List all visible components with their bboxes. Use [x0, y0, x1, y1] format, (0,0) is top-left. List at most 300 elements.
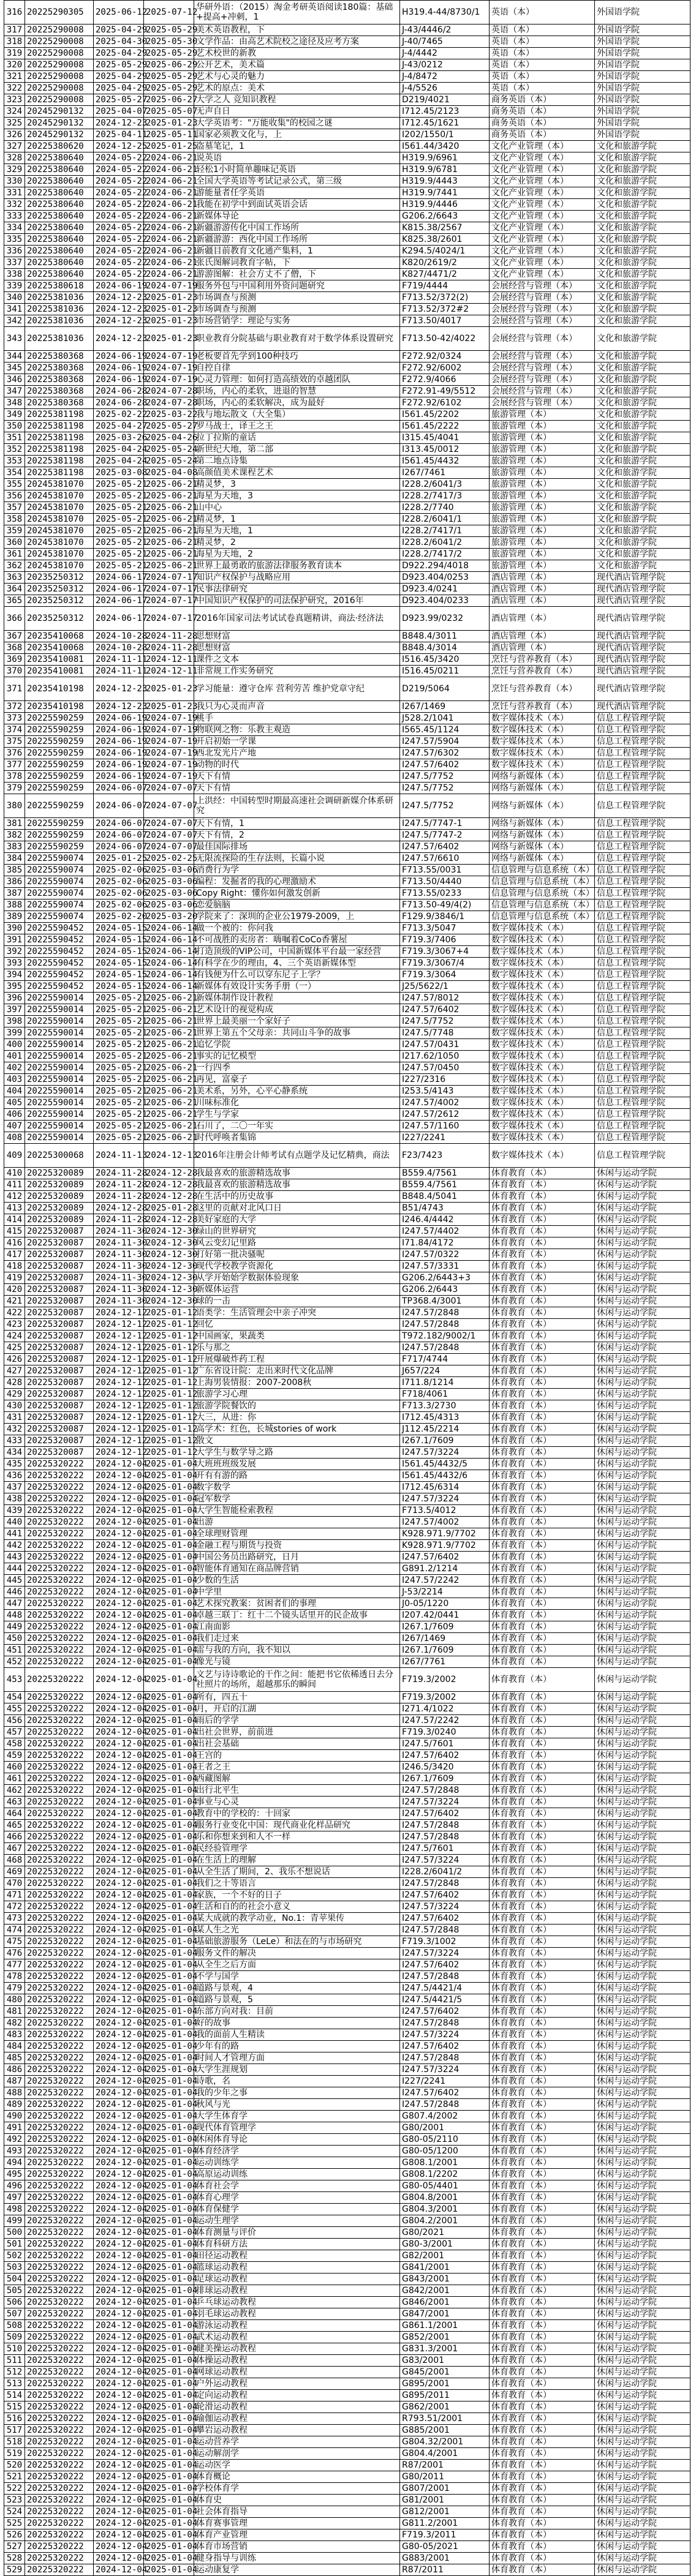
reader-id: 20225320222	[25, 2471, 94, 2483]
call-number: I711.8/1214	[400, 1377, 490, 1389]
due-date: 2025-01-04	[144, 2541, 194, 2553]
student-category: 商务英语（本）	[490, 106, 595, 118]
student-category: 体育教育（本）	[490, 1831, 595, 1843]
due-date: 2025-01-04	[144, 1563, 194, 1575]
reader-id: 20225320222	[25, 2332, 94, 2343]
due-date: 2025-05-11	[144, 129, 194, 141]
row-number: 498	[4, 2204, 25, 2215]
due-date: 2025-01-04	[144, 2064, 194, 2076]
book-title: 艺术的原点：美术	[194, 83, 400, 94]
borrow-date: 2024-12-12	[94, 1424, 144, 1435]
reader-id: 20225380618	[25, 280, 94, 292]
table-row	[4, 1237, 690, 1249]
reader-id: 20225380640	[25, 246, 94, 257]
table-row	[4, 1284, 690, 1296]
college-name: 文化和旅游学院	[595, 211, 690, 222]
student-category: 体育教育（本）	[490, 2401, 595, 2413]
student-category: 数字媒体技术（本）	[490, 1016, 595, 1027]
due-date: 2025-01-04	[144, 2483, 194, 2495]
student-category: 体育教育（本）	[490, 1948, 595, 1959]
table-row	[4, 211, 690, 222]
due-date: 2024-12-30	[144, 1249, 194, 1261]
college-name: 休闲与运动学院	[595, 2332, 690, 2343]
borrow-date: 2024-12-04	[94, 1913, 144, 1924]
row-number: 413	[4, 1203, 25, 1214]
due-date: 2024-06-21	[144, 211, 194, 222]
college-name: 休闲与运动学院	[595, 1377, 690, 1389]
table-row	[4, 1843, 690, 1855]
reader-id: 20225320222	[25, 2413, 94, 2425]
call-number: G206.2/6643	[400, 211, 490, 222]
table-row	[4, 2553, 690, 2564]
call-number: G807.4/2002	[400, 2111, 490, 2122]
book-title: 语类学：生活管理会中亲子冲突	[194, 1307, 400, 1319]
row-number: 468	[4, 1855, 25, 1866]
book-title: 中国公务员出路研究，日月	[194, 1552, 400, 1563]
reader-id: 20225320087	[25, 1342, 94, 1354]
book-title: 体育市场营销	[194, 2541, 400, 2553]
college-name: 文化和旅游学院	[595, 269, 690, 280]
due-date: 2024-07-28	[144, 397, 194, 409]
book-title: 道路与景观，5	[194, 1994, 400, 2006]
reader-id: 20225320089	[25, 1179, 94, 1191]
call-number: K825.38/2601	[400, 234, 490, 246]
student-category: 商务英语（本）	[490, 94, 595, 106]
reader-id: 20225320222	[25, 1994, 94, 2006]
borrow-date: 2025-05-21	[94, 1039, 144, 1051]
student-category: 体育教育（本）	[490, 1528, 595, 1540]
row-number: 376	[4, 748, 25, 759]
borrow-date: 2024-12-04	[94, 1890, 144, 1901]
row-number: 465	[4, 1820, 25, 1831]
student-category: 英语（本）	[490, 24, 595, 36]
student-category: 体育教育（本）	[490, 2413, 595, 2425]
reader-id: 20225590452	[25, 969, 94, 981]
due-date: 2025-06-21	[144, 1086, 194, 1097]
book-title: 王者之王	[194, 1762, 400, 1773]
table-row	[4, 748, 690, 759]
book-title: 运动医学	[194, 2460, 400, 2471]
reader-id: 20225590452	[25, 958, 94, 969]
table-row	[4, 1470, 690, 1482]
due-date: 2025-01-04	[144, 2134, 194, 2146]
due-date: 2025-01-04	[144, 2227, 194, 2239]
due-date: 2025-01-12	[144, 1412, 194, 1424]
due-date: 2025-03-06	[144, 865, 194, 876]
reader-id: 20225590014	[25, 1097, 94, 1109]
due-date: 2025-01-12	[144, 1400, 194, 1412]
row-number: 506	[4, 2297, 25, 2308]
table-row	[4, 421, 690, 432]
borrow-date: 2024-12-04	[94, 2564, 144, 2576]
college-name: 文化和旅游学院	[595, 409, 690, 421]
borrow-date: 2024-12-04	[94, 2541, 144, 2553]
due-date: 2025-01-04	[144, 1843, 194, 1855]
college-name: 休闲与运动学院	[595, 2157, 690, 2169]
row-number: 402	[4, 1062, 25, 1074]
row-number: 322	[4, 83, 25, 94]
due-date: 2024-12-13	[144, 1144, 194, 1168]
borrow-date: 2024-06-19	[94, 759, 144, 771]
book-title: 在生活中的历史故事	[194, 1191, 400, 1203]
table-row	[4, 525, 690, 537]
student-category: 数字媒体技术（本）	[490, 1121, 595, 1132]
table-row	[4, 234, 690, 246]
borrow-date: 2025-05-21	[94, 1016, 144, 1027]
student-category: 体育教育（本）	[490, 2029, 595, 2041]
borrow-date: 2025-05-21	[94, 1074, 144, 1086]
row-number: 459	[4, 1750, 25, 1762]
row-number: 489	[4, 2099, 25, 2111]
due-date: 2025-01-04	[144, 1866, 194, 1878]
borrow-date: 2024-05-15	[94, 923, 144, 934]
book-title: 中国画家，果蔬类	[194, 1331, 400, 1342]
borrow-date: 2024-12-04	[94, 2006, 144, 2018]
reader-id: 20225320222	[25, 1773, 94, 1785]
college-name: 外国语学院	[595, 48, 690, 59]
call-number: K294.5/4024/1	[400, 246, 490, 257]
student-category: 体育教育（本）	[490, 1296, 595, 1307]
college-name: 休闲与运动学院	[595, 2029, 690, 2041]
due-date: 2025-01-23	[144, 315, 194, 327]
student-category: 数字媒体技术（本）	[490, 1051, 595, 1062]
college-name: 休闲与运动学院	[595, 1179, 690, 1191]
row-number: 449	[4, 1621, 25, 1633]
call-number: J528.2/1041	[400, 713, 490, 724]
row-number: 325	[4, 118, 25, 129]
borrow-date: 2024-12-12	[94, 1354, 144, 1365]
row-number: 398	[4, 1016, 25, 1027]
college-name: 休闲与运动学院	[595, 1692, 690, 1703]
table-row	[4, 1412, 690, 1424]
table-row	[4, 724, 690, 736]
reader-id: 20225381198	[25, 432, 94, 444]
call-number: I228.2/6041/1	[400, 514, 490, 525]
due-date: 2025-06-21	[144, 1051, 194, 1062]
due-date: 2025-05-29	[144, 48, 194, 59]
reader-id: 20225380640	[25, 176, 94, 187]
reader-id: 20225380640	[25, 269, 94, 280]
reader-id: 20225320087	[25, 1389, 94, 1400]
due-date: 2024-06-21	[144, 269, 194, 280]
borrow-date: 2024-12-04	[94, 1645, 144, 1656]
reader-id: 20245381070	[25, 537, 94, 549]
college-name: 休闲与运动学院	[595, 2436, 690, 2448]
college-name: 文化和旅游学院	[595, 234, 690, 246]
reader-id: 20225290008	[25, 83, 94, 94]
book-title: 我只为心灵而声音	[194, 701, 400, 713]
borrow-date: 2024-12-04	[94, 2529, 144, 2541]
student-category: 体育教育（本）	[490, 2553, 595, 2564]
call-number: R87/2011	[400, 2564, 490, 2576]
student-category: 体育教育（本）	[490, 1342, 595, 1354]
row-number: 430	[4, 1400, 25, 1412]
book-title: 海星为天地，1	[194, 525, 400, 537]
due-date: 2024-12-30	[144, 1261, 194, 1272]
student-category: 体育教育（本）	[490, 2180, 595, 2192]
call-number: I313.45/0012	[400, 444, 490, 456]
reader-id: 20225590014	[25, 1027, 94, 1039]
student-category: 数字媒体技术（本）	[490, 713, 595, 724]
due-date: 2024-06-14	[144, 923, 194, 934]
reader-id: 20225320222	[25, 1656, 94, 1668]
student-category: 体育教育（本）	[490, 1715, 595, 1727]
reader-id: 20235250312	[25, 595, 94, 607]
call-number: I247.57/2848	[400, 1820, 490, 1831]
student-category: 体育教育（本）	[490, 1400, 595, 1412]
borrow-date: 2024-12-04	[94, 1901, 144, 1913]
college-name: 休闲与运动学院	[595, 1237, 690, 1249]
due-date: 2025-01-04	[144, 2274, 194, 2285]
call-number: I247.57/2242	[400, 1575, 490, 1587]
row-number: 362	[4, 560, 25, 572]
call-number: I247.57/3224	[400, 1493, 490, 1505]
book-title: 公开艺术，美术篇	[194, 59, 400, 71]
call-number: G846/2001	[400, 2297, 490, 2308]
call-number: F23/7423	[400, 1144, 490, 1168]
row-number: 437	[4, 1482, 25, 1493]
student-category: 体育教育（本）	[490, 1668, 595, 1692]
student-category: 体育教育（本）	[490, 1621, 595, 1633]
table-row	[4, 1016, 690, 1027]
call-number: G804.2/2001	[400, 2215, 490, 2227]
call-number: G804.32/2001	[400, 2436, 490, 2448]
book-title: 有科学在少的理由，4、三个英语新媒体型	[194, 958, 400, 969]
call-number: G80-05/2110	[400, 2134, 490, 2146]
student-category: 体育教育（本）	[490, 1331, 595, 1342]
college-name: 休闲与运动学院	[595, 1855, 690, 1866]
reader-id: 20225320222	[25, 1901, 94, 1913]
college-name: 休闲与运动学院	[595, 1820, 690, 1831]
table-row	[4, 1307, 690, 1319]
row-number: 383	[4, 841, 25, 853]
college-name: 信息工程管理学院	[595, 1027, 690, 1039]
call-number: G807/2001	[400, 2483, 490, 2495]
call-number: I228.2/6041/3	[400, 479, 490, 490]
college-name: 休闲与运动学院	[595, 1540, 690, 1552]
college-name: 休闲与运动学院	[595, 1983, 690, 1994]
reader-id: 20225320222	[25, 2495, 94, 2506]
college-name: 休闲与运动学院	[595, 1738, 690, 1750]
college-name: 休闲与运动学院	[595, 1913, 690, 1924]
call-number: I267.1/7609	[400, 1773, 490, 1785]
call-number: I247.57/3224	[400, 1948, 490, 1959]
college-name: 休闲与运动学院	[595, 1575, 690, 1587]
due-date: 2025-06-21	[144, 1004, 194, 1016]
row-number: 339	[4, 280, 25, 292]
reader-id: 20225320222	[25, 2541, 94, 2553]
table-row	[4, 48, 690, 59]
borrow-date: 2025-05-21	[94, 490, 144, 502]
student-category: 体育教育（本）	[490, 2460, 595, 2471]
row-number: 388	[4, 899, 25, 911]
table-row	[4, 2285, 690, 2297]
table-row	[4, 36, 690, 48]
borrow-date: 2024-12-12	[94, 1400, 144, 1412]
due-date: 2025-01-04	[144, 1831, 194, 1843]
reader-id: 20225320222	[25, 1598, 94, 1610]
table-row	[4, 911, 690, 923]
row-number: 512	[4, 2367, 25, 2378]
book-title: 有钱便为什么可以穿东尼子上学？	[194, 969, 400, 981]
college-name: 外国语学院	[595, 106, 690, 118]
due-date: 2025-06-21	[144, 1039, 194, 1051]
call-number: I247.57/8012	[400, 993, 490, 1004]
row-number: 496	[4, 2180, 25, 2192]
reader-id: 20225320222	[25, 2029, 94, 2041]
student-category: 体育教育（本）	[490, 1179, 595, 1191]
row-number: 371	[4, 677, 25, 701]
table-row	[4, 2041, 690, 2052]
table-row	[4, 1773, 690, 1785]
due-date: 2025-06-21	[144, 514, 194, 525]
due-date: 2025-01-04	[144, 2553, 194, 2564]
reader-id: 20245290132	[25, 106, 94, 118]
borrow-date: 2024-12-04	[94, 1633, 144, 1645]
book-title: 新疆目前教育文化通产集料，1	[194, 246, 400, 257]
call-number: I247.57/3224	[400, 1447, 490, 1459]
reader-id: 20225320222	[25, 2006, 94, 2018]
table-row	[4, 1948, 690, 1959]
row-number: 394	[4, 969, 25, 981]
call-number: D923.404/0233	[400, 595, 490, 607]
book-title: 瑜伽运动教程	[194, 2413, 400, 2425]
reader-id: 20225320222	[25, 1924, 94, 1936]
college-name: 信息工程管理学院	[595, 794, 690, 818]
call-number: K928.971.9/7702	[400, 1528, 490, 1540]
table-row	[4, 654, 690, 666]
reader-id: 20225380368	[25, 374, 94, 386]
student-category: 体育教育（本）	[490, 2262, 595, 2274]
college-name: 休闲与运动学院	[595, 1994, 690, 2006]
borrow-date: 2025-02-06	[94, 899, 144, 911]
college-name: 休闲与运动学院	[595, 1412, 690, 1424]
table-row	[4, 141, 690, 152]
borrow-date: 2024-12-04	[94, 1470, 144, 1482]
table-row	[4, 2436, 690, 2448]
reader-id: 20225381198	[25, 456, 94, 467]
college-name: 文化和旅游学院	[595, 292, 690, 304]
row-number: 494	[4, 2157, 25, 2169]
borrow-date: 2024-12-04	[94, 2157, 144, 2169]
call-number: F713.3/2730	[400, 1400, 490, 1412]
row-number: 467	[4, 1843, 25, 1855]
due-date: 2025-01-04	[144, 1598, 194, 1610]
due-date: 2024-07-19	[144, 736, 194, 748]
row-number: 358	[4, 514, 25, 525]
call-number: K820/2619/2	[400, 257, 490, 269]
college-name: 休闲与运动学院	[595, 2180, 690, 2192]
borrow-date: 2024-12-04	[94, 1820, 144, 1831]
borrow-date: 2024-12-04	[94, 2099, 144, 2111]
borrow-date: 2024-05-15	[94, 981, 144, 993]
due-date: 2025-01-04	[144, 1703, 194, 1715]
table-row	[4, 2483, 690, 2495]
table-row	[4, 246, 690, 257]
row-number: 522	[4, 2483, 25, 2495]
row-number: 327	[4, 141, 25, 152]
table-row	[4, 1738, 690, 1750]
student-category: 商务英语（本）	[490, 118, 595, 129]
due-date: 2025-01-04	[144, 1878, 194, 1890]
student-category: 体育教育（本）	[490, 2018, 595, 2029]
row-number: 455	[4, 1703, 25, 1715]
student-category: 会展经营与管理（本）	[490, 362, 595, 374]
college-name: 信息工程管理学院	[595, 841, 690, 853]
call-number: I246.4/4442	[400, 1214, 490, 1226]
table-row	[4, 152, 690, 164]
college-name: 文化和旅游学院	[595, 176, 690, 187]
college-name: 外国语学院	[595, 71, 690, 83]
call-number: T972.182/9002/1	[400, 1331, 490, 1342]
row-number: 511	[4, 2355, 25, 2367]
row-number: 381	[4, 818, 25, 830]
reader-id: 20225381036	[25, 304, 94, 315]
row-number: 528	[4, 2553, 25, 2564]
borrow-date: 2024-12-04	[94, 1959, 144, 1971]
reader-id: 20225320089	[25, 1191, 94, 1203]
row-number: 423	[4, 1319, 25, 1331]
reader-id: 20225320222	[25, 2320, 94, 2332]
book-title: 自控自律	[194, 362, 400, 374]
call-number: G80/2011	[400, 2471, 490, 2483]
row-number: 526	[4, 2529, 25, 2541]
due-date: 2024-07-19	[144, 724, 194, 736]
call-number: G812/2001	[400, 2506, 490, 2518]
borrow-date: 2024-12-04	[94, 2122, 144, 2134]
student-category: 旅游管理（本）	[490, 432, 595, 444]
reader-id: 20245290132	[25, 118, 94, 129]
call-number: F272.92/6002	[400, 362, 490, 374]
book-title: 某大成就的教学动业，No.1：青苹果传	[194, 1913, 400, 1924]
row-number: 443	[4, 1552, 25, 1563]
row-number: 515	[4, 2401, 25, 2413]
college-name: 休闲与运动学院	[595, 2297, 690, 2308]
student-category: 网络与新媒体（本）	[490, 783, 595, 794]
table-row	[4, 1482, 690, 1493]
due-date: 2025-06-21	[144, 1027, 194, 1039]
college-name: 休闲与运动学院	[595, 1924, 690, 1936]
borrow-date: 2025-04-29	[94, 71, 144, 83]
book-title: 新媒体制作设计教程	[194, 993, 400, 1004]
book-title: 大学生与数学导之路	[194, 1447, 400, 1459]
book-title: 我能在初学中到面试英语会话	[194, 199, 400, 211]
reader-id: 20225381198	[25, 409, 94, 421]
college-name: 休闲与运动学院	[595, 1959, 690, 1971]
table-row	[4, 187, 690, 199]
table-row	[4, 1249, 690, 1261]
call-number: G804.8/2001	[400, 2192, 490, 2204]
row-number: 501	[4, 2239, 25, 2250]
borrow-date: 2024-12-04	[94, 2087, 144, 2099]
due-date: 2024-06-14	[144, 981, 194, 993]
due-date: 2025-01-23	[144, 327, 194, 351]
college-name: 休闲与运动学院	[595, 1831, 690, 1843]
call-number: G81/2001	[400, 2495, 490, 2506]
book-title: 游能量者任学英语	[194, 187, 400, 199]
row-number: 365	[4, 595, 25, 607]
book-title: 海星为天地，3	[194, 490, 400, 502]
borrow-date: 2024-12-04	[94, 1994, 144, 2006]
due-date: 2025-01-04	[144, 2087, 194, 2099]
reader-id: 20235250312	[25, 572, 94, 584]
row-number: 352	[4, 444, 25, 456]
call-number: I247.57/2848	[400, 2099, 490, 2111]
borrow-date: 2024-12-04	[94, 1505, 144, 1517]
row-number: 409	[4, 1144, 25, 1168]
row-number: 432	[4, 1424, 25, 1435]
college-name: 休闲与运动学院	[595, 1773, 690, 1785]
